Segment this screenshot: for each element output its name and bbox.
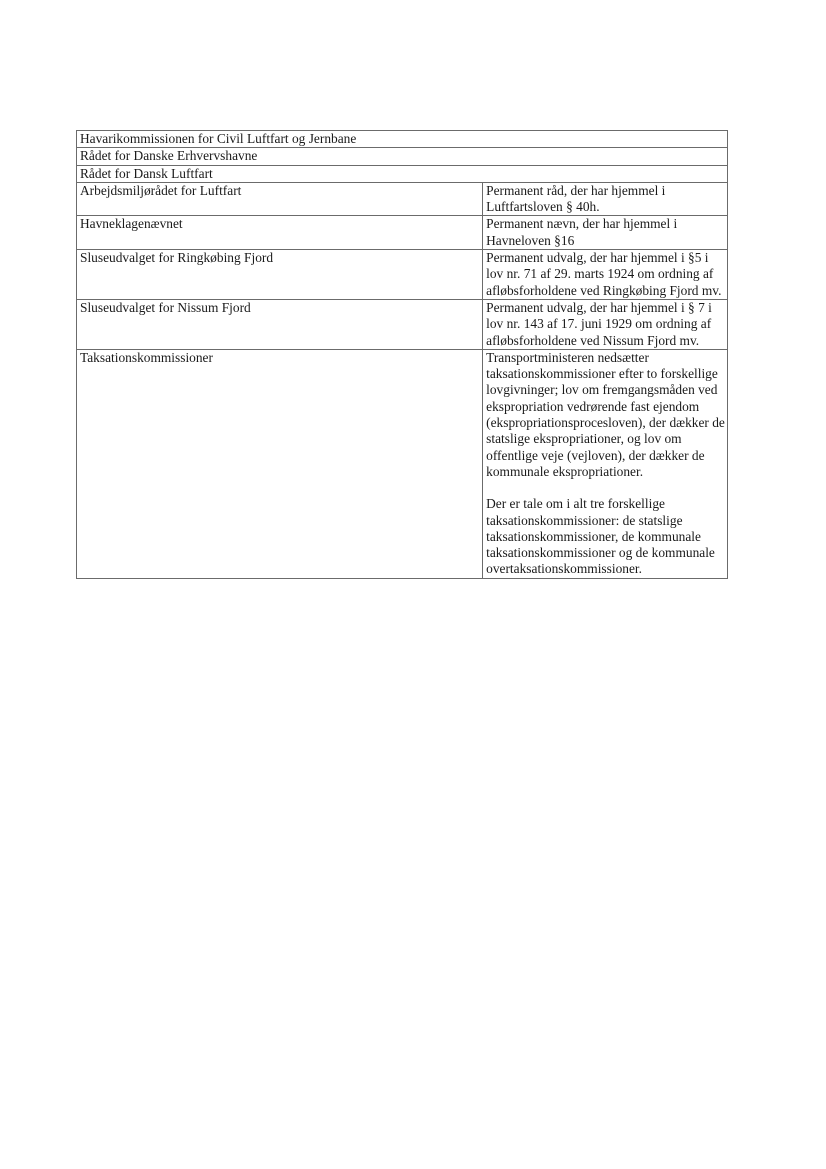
table-row	[77, 182, 728, 216]
description-paragraph: Transportministeren nedsætter taksationskommissioner efter to forskellige lovgivninger; lov om fremgangsmåden ved ekspropriation vedrørende fast ejendom (ekspropriationsprocesloven), der dækker de statslige ekspropriationer, og lov om offentlige veje (vejloven), der dækker de kommunale ekspropriationer.	[486, 349, 725, 479]
paragraph-spacer	[486, 480, 725, 496]
table-row	[77, 131, 728, 148]
row-description-cell: Permanent udvalg, der har hjemmel i §5 i lov nr. 71 af 29. marts 1924 om ordning af afløbsforholdene ved Ringkøbing Fjord mv.	[483, 250, 728, 300]
description-paragraph: Der er tale om i alt tre forskellige taksationskommissioner: de statslige taksationskommissioner, de kommunale taksationskommissioner og de kommunale overtaksationskommissioner.	[486, 496, 715, 577]
row-name-cell: Havarikommissionen for Civil Luftfart og Jernbane	[77, 131, 728, 148]
table-row	[77, 299, 728, 349]
row-name-cell: Taksationskommissioner	[77, 349, 483, 578]
row-description-cell	[483, 349, 728, 578]
row-description-cell: Permanent nævn, der har hjemmel i Havneloven §16	[483, 216, 728, 250]
table-row	[77, 250, 728, 300]
table-row	[77, 216, 728, 250]
table-row	[77, 165, 728, 182]
table-row	[77, 148, 728, 165]
row-name-cell: Havneklagenævnet	[77, 216, 483, 250]
committee-table	[76, 130, 728, 579]
row-name-cell: Arbejdsmiljørådet for Luftfart	[77, 182, 483, 216]
row-description-cell: Permanent udvalg, der har hjemmel i § 7 i lov nr. 143 af 17. juni 1929 om ordning af afløbsforholdene ved Nissum Fjord mv.	[483, 299, 728, 349]
row-name-cell: Sluseudvalget for Nissum Fjord	[77, 299, 483, 349]
row-name-cell: Sluseudvalget for Ringkøbing Fjord	[77, 250, 483, 300]
table-row	[77, 349, 728, 578]
row-name-cell: Rådet for Danske Erhvervshavne	[77, 148, 728, 165]
row-name-cell: Rådet for Dansk Luftfart	[77, 165, 728, 182]
row-description-cell: Permanent råd, der har hjemmel i Luftfartsloven § 40h.	[483, 182, 728, 216]
